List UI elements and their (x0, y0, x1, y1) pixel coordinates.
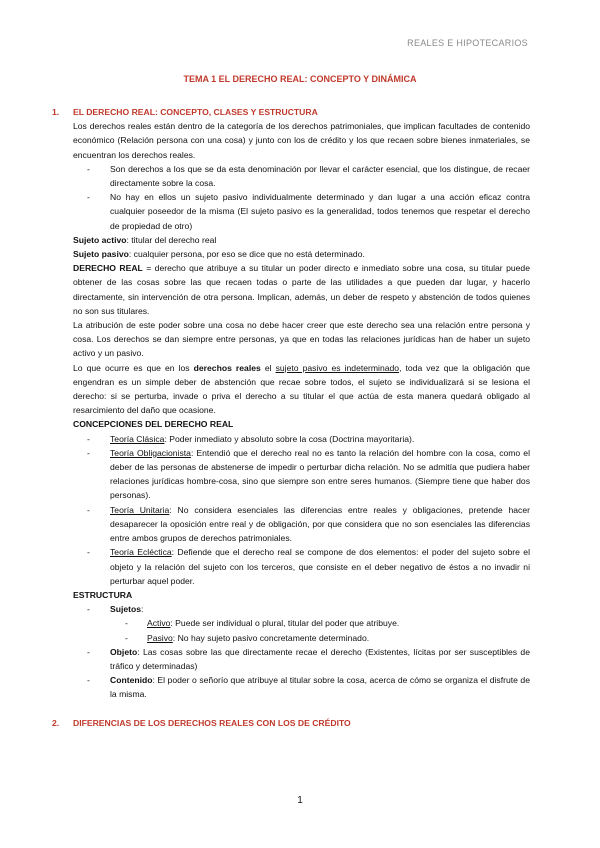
section-number: 2. (52, 717, 60, 728)
structure-description: : Las cosas sobre las que directamente recae el derecho (Existentes, lícitas por ser susceptibles de tráfico y determinadas) (110, 646, 530, 671)
dash-bullet: - (87, 192, 90, 203)
sub-item-text (147, 631, 369, 645)
section-number: 1. (52, 107, 60, 117)
dash-bullet: - (87, 675, 90, 686)
theory-description: : Entendió que el derecho real no es tanto la relación del hombre con la cosa, como el deber de las personas de abstenerse de impedir o perturbar dicha relación. No se admitía que pudiera haber relaciones jurídicas hombre-cosa, sino que siempre son entre seres humanos. (Siempre tiene que haber dos personas). (110, 447, 530, 501)
sub-description: : Puede ser individual o plural, titular del poder que atribuye. (170, 618, 400, 629)
sub-term: Pasivo (147, 632, 173, 643)
page-title: TEMA 1 EL DERECHO REAL: CONCEPTO Y DINÁMICA (183, 74, 417, 84)
derecho-real-definition (73, 261, 530, 318)
theory-text (110, 432, 530, 446)
sujeto-pasivo-paragraph (73, 361, 530, 418)
text-run: el (260, 362, 276, 373)
term: Sujeto activo (73, 234, 127, 245)
definition: : cualquier persona, por eso se dice que no está determinado. (128, 249, 365, 260)
theory-item (73, 446, 530, 503)
list-item (73, 162, 530, 190)
structure-term: Objeto (110, 646, 138, 657)
structure-item (73, 673, 530, 701)
dash-bullet: - (125, 632, 128, 643)
structure-term: Contenido (110, 675, 153, 686)
section-1-heading (52, 105, 530, 119)
bold-run: derechos reales (193, 362, 261, 373)
dash-bullet: - (87, 604, 90, 615)
sub-term: Activo (147, 618, 171, 629)
dash-bullet: - (87, 447, 90, 458)
page-number: 1 (297, 795, 303, 806)
dash-bullet: - (87, 433, 90, 444)
text-run: Lo que ocurre es que en los (73, 362, 194, 373)
theory-description: : No considera esenciales las diferencias entre reales y obligaciones, pretende hacer desaparecer la oposición entre real y de obligación, por que considera que no son esenciales las diferencias entre ambos grupos de derechos patrimoniales. (110, 504, 530, 544)
dash-bullet: - (87, 163, 90, 174)
definition: : titular del derecho real (126, 234, 217, 245)
theory-text (110, 446, 530, 503)
structure-term: Sujetos (110, 604, 142, 615)
section-1-body (52, 119, 530, 701)
sub-description: : No hay sujeto pasivo concretamente determinado. (172, 632, 370, 643)
theory-name: Teoría Obligacionista (110, 447, 191, 458)
dash-bullet: - (87, 547, 90, 558)
colon: : (141, 604, 144, 615)
theory-text (110, 545, 530, 588)
running-header: REALES E HIPOTECARIOS (407, 38, 528, 48)
theory-name: Teoría Ecléctica (110, 547, 172, 558)
sujeto-activo-definition (73, 233, 530, 247)
section-title: DIFERENCIAS DE LOS DERECHOS REALES CON LOS DE CRÉDITO (73, 717, 351, 728)
dash-bullet: - (87, 504, 90, 515)
structure-text (110, 645, 530, 673)
theory-name: Teoría Unitaria (110, 504, 170, 515)
subheading-text: ESTRUCTURA (73, 589, 133, 600)
estructura-heading (73, 588, 530, 602)
theory-text (110, 503, 530, 546)
section-title: EL DERECHO REAL: CONCEPTO, CLASES Y ESTRUCTURA (73, 107, 318, 117)
theory-description: : Defiende que el derecho real se compone de dos elementos: el poder del sujeto sobre el objeto y la relación del sujeto con los terceros, que consiste en el deber negativo de éstos a no invadir ni perturbar aquel poder. (110, 547, 530, 586)
dash-bullet: - (125, 618, 128, 629)
theory-name: Teoría Clásica (110, 433, 165, 444)
list-item-text: Son derechos a los que se da esta denominación por llevar el carácter esencial, que los distingue, de recaer directamente sobre la cosa. (110, 163, 530, 189)
intro-paragraph: Los derechos reales están dentro de la categoría de los derechos patrimoniales, que implican facultades de contenido económico (Relación persona con una cosa) y junto con los de crédito y los que recaen sobre bienes inmateriales, se encuentran los derechos reales. (73, 121, 530, 160)
definition: = derecho que atribuye a su titular un poder directo e inmediato sobre una cosa, su titular puede obtener de las cosas sobre las que recaen todas o parte de las utilidades a que pueden dar lugar, y hacerlo directamente, sin intervención de otra persona. Implican, además, un deber de respeto y abstención de todos quienes no son sus titulares. (73, 263, 530, 316)
structure-item (73, 602, 530, 616)
theory-item (73, 545, 530, 588)
text-run: , toda vez que la obligación que engendran es un simple deber de abstención que recae sobre todos, el sujeto se individualizará si se lesiona el derecho: si se perturba, invade o priva el derecho a su titular el que actúa de esta manera quedará obligado al resarcimiento del daño que ocasione. (73, 362, 530, 416)
theory-item (73, 432, 530, 446)
concepciones-heading (73, 417, 530, 431)
theory-description: : Poder inmediato y absoluto sobre la cosa (Doctrina mayoritaria). (164, 433, 415, 444)
structure-text (110, 602, 530, 616)
term: Sujeto pasivo (73, 249, 129, 260)
sub-item (73, 631, 530, 645)
structure-description: : El poder o señorío que atribuye al titular sobre la cosa, acerca de cómo se organiza el disfrute de la misma. (110, 675, 530, 700)
sub-item-text (147, 616, 399, 630)
structure-text (110, 673, 530, 701)
subheading-text: CONCEPCIONES DEL DERECHO REAL (73, 419, 234, 430)
section-2-heading (52, 716, 530, 730)
theory-item (73, 503, 530, 546)
dash-bullet: - (87, 646, 90, 657)
structure-item (73, 645, 530, 673)
sub-item (73, 616, 530, 630)
sujeto-pasivo-definition (73, 247, 530, 261)
term: DERECHO REAL (73, 263, 143, 274)
list-item (73, 190, 530, 233)
atribucion-paragraph: La atribución de este poder sobre una cosa no debe hacer creer que este derecho sea una relación entre persona y cosa. Los derechos se dan siempre entre personas, ya que en todas las relaciones jurídicas han de haber un sujeto activo y un pasivo. (73, 320, 530, 359)
underlined-run: sujeto pasivo es indeterminado (275, 362, 400, 373)
document-body (52, 105, 530, 730)
list-item-text: No hay en ellos un sujeto pasivo individualmente determinado y dan lugar a una acción eficaz contra cualquier poseedor de la misma (El sujeto pasivo es la generalidad, todos tenemos que respetar el derecho de propiedad de otro) (110, 192, 530, 231)
